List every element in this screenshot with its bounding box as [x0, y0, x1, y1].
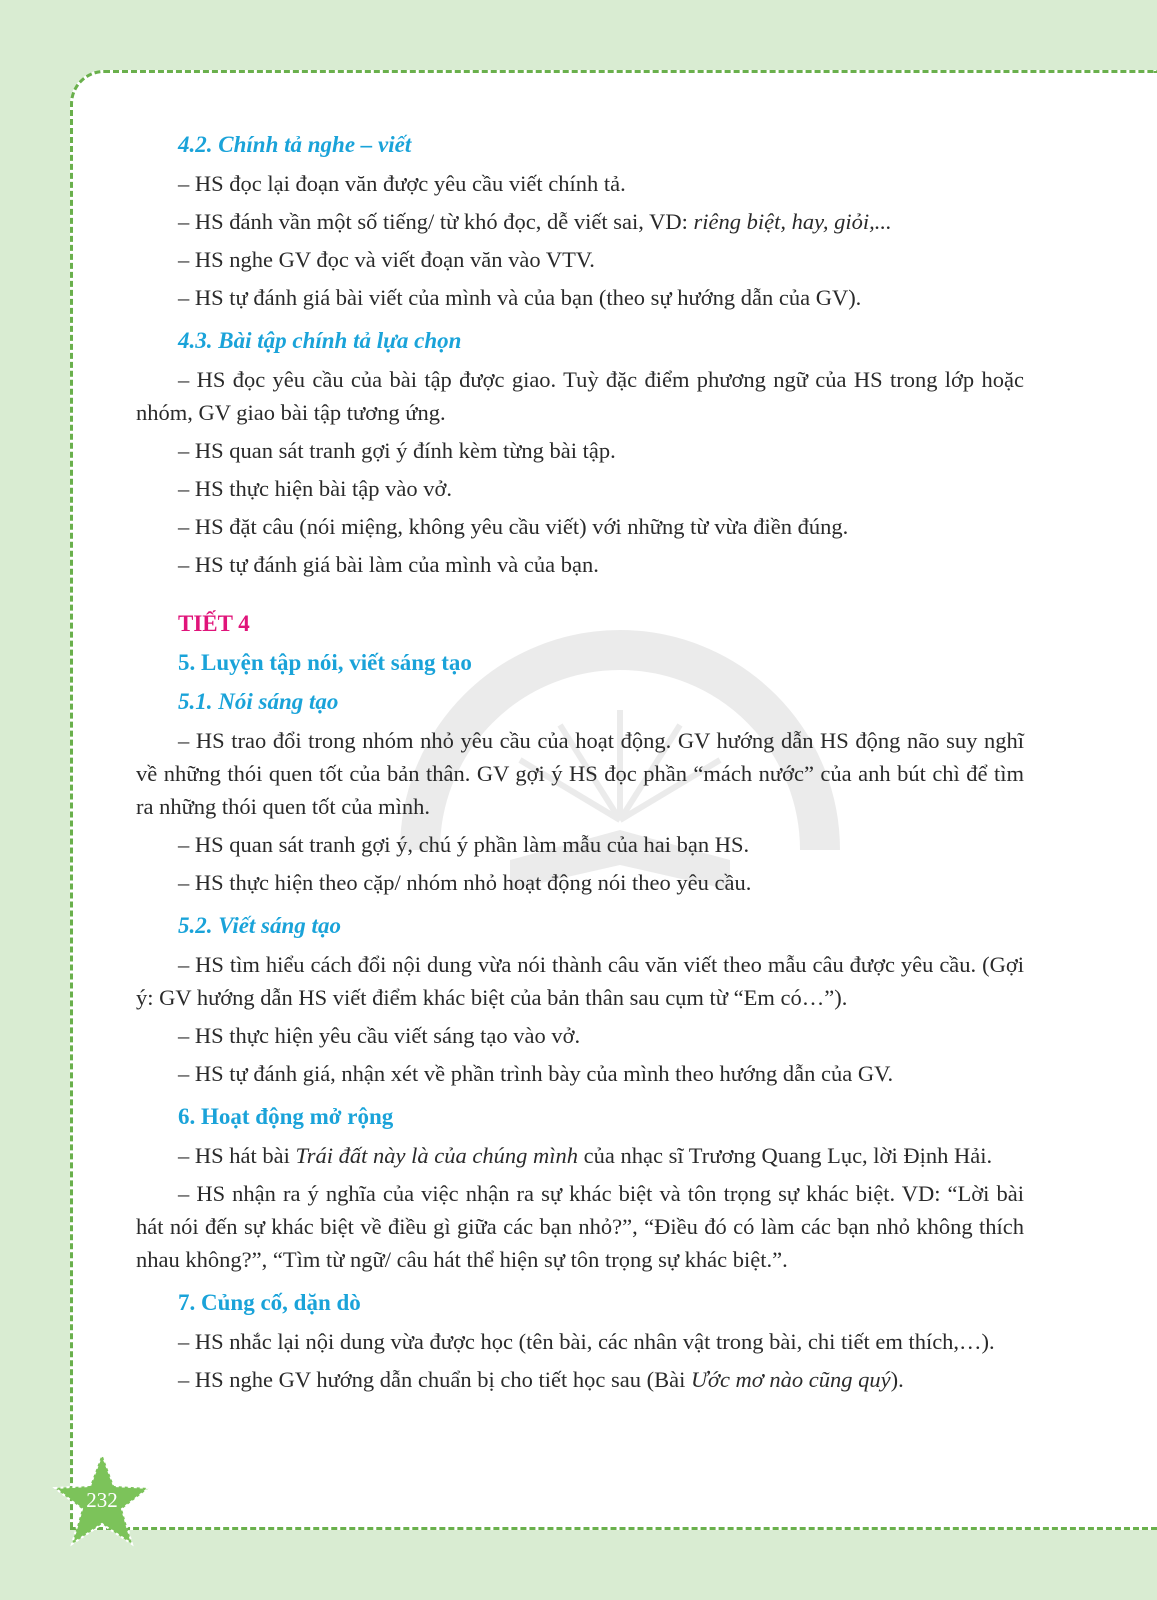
s6-line-1-start: – HS hát bài — [178, 1143, 296, 1168]
s7-line-2-end: ). — [890, 1367, 904, 1392]
section-5-2-title: 5.2. Viết sáng tạo — [178, 913, 341, 938]
s7-line-1: – HS nhắc lại nội dung vừa được học (tên bài, các nhân vật trong bài, chi tiết em thích,…). — [178, 1329, 995, 1354]
s7-line-2 — [136, 1363, 1024, 1396]
s7-lesson-title: Ước mơ nào cũng quý — [690, 1367, 891, 1392]
s51-line-2: – HS quan sát tranh gợi ý, chú ý phần làm mẫu của hai bạn HS. — [178, 832, 750, 857]
s6-song-title: Trái đất này là của chúng mình — [295, 1143, 578, 1168]
s52-line-2: – HS thực hiện yêu cầu viết sáng tạo vào vở. — [178, 1023, 581, 1048]
page-number: 232 — [86, 1488, 118, 1512]
section-4-3-title: 4.3. Bài tập chính tả lựa chọn — [178, 328, 462, 353]
s42-line-3: – HS nghe GV đọc và viết đoạn văn vào VTV. — [178, 247, 595, 272]
s7-line-2-start: – HS nghe GV hướng dẫn chuẩn bị cho tiết học sau (Bài — [178, 1367, 691, 1392]
s43-line-2: – HS quan sát tranh gợi ý đính kèm từng bài tập. — [178, 438, 616, 463]
s43-line-4: – HS đặt câu (nói miệng, không yêu cầu viết) với những từ vừa điền đúng. — [178, 514, 849, 539]
s52-line-3: – HS tự đánh giá, nhận xét về phần trình bày của mình theo hướng dẫn của GV. — [178, 1061, 894, 1086]
s51-line-3: – HS thực hiện theo cặp/ nhóm nhỏ hoạt động nói theo yêu cầu. — [178, 870, 752, 895]
main-content — [136, 128, 1024, 1396]
s43-line-5: – HS tự đánh giá bài làm của mình và của bạn. — [178, 552, 599, 577]
tiet-4-heading: TIẾT 4 — [178, 611, 250, 636]
s52-line-1: – HS tìm hiểu cách đổi nội dung vừa nói thành câu văn viết theo mẫu câu được yêu cầu. (Gợi ý: GV hướng dẫn HS viết điểm khác biệt của bản thân sau cụm từ “Em có…”). — [136, 952, 1024, 1010]
s43-line-3: – HS thực hiện bài tập vào vở. — [178, 476, 453, 501]
s42-line-2-example: riêng biệt, hay, giỏi,... — [693, 209, 892, 234]
section-5-1-title: 5.1. Nói sáng tạo — [178, 689, 339, 714]
section-7-title: 7. Củng cố, dặn dò — [178, 1290, 361, 1315]
s6-line-1 — [136, 1139, 1024, 1172]
section-4-2-title: 4.2. Chính tả nghe – viết — [178, 132, 412, 157]
s42-line-2 — [136, 205, 1024, 238]
section-5-title: 5. Luyện tập nói, viết sáng tạo — [178, 650, 472, 675]
s6-line-1-end: của nhạc sĩ Trương Quang Lục, lời Định Hải. — [578, 1143, 993, 1168]
s42-line-1: – HS đọc lại đoạn văn được yêu cầu viết chính tả. — [178, 171, 626, 196]
s51-line-1: – HS trao đổi trong nhóm nhỏ yêu cầu của hoạt động. GV hướng dẫn HS động não suy nghĩ về những thói quen tốt của bản thân. GV gợi ý HS đọc phần “mách nước” của anh bút chì để tìm ra những thói quen tốt của mình. — [136, 728, 1024, 819]
s43-line-1: – HS đọc yêu cầu của bài tập được giao. Tuỳ đặc điểm phương ngữ của HS trong lớp hoặc nhóm, GV giao bài tập tương ứng. — [136, 367, 1024, 425]
s42-line-2-text: – HS đánh vần một số tiếng/ từ khó đọc, dễ viết sai, VD: — [178, 209, 694, 234]
s42-line-4: – HS tự đánh giá bài viết của mình và của bạn (theo sự hướng dẫn của GV). — [178, 285, 862, 310]
section-6-title: 6. Hoạt động mở rộng — [178, 1104, 394, 1129]
s6-line-2: – HS nhận ra ý nghĩa của việc nhận ra sự khác biệt và tôn trọng sự khác biệt. VD: “Lời bài hát nói đến sự khác biệt về điều gì giữa các bạn nhỏ?”, “Điều đó có làm các bạn nhỏ không thích nhau không?”, “Tìm từ ngữ/ câu hát thể hiện sự tôn trọng sự khác biệt.”. — [136, 1181, 1024, 1272]
